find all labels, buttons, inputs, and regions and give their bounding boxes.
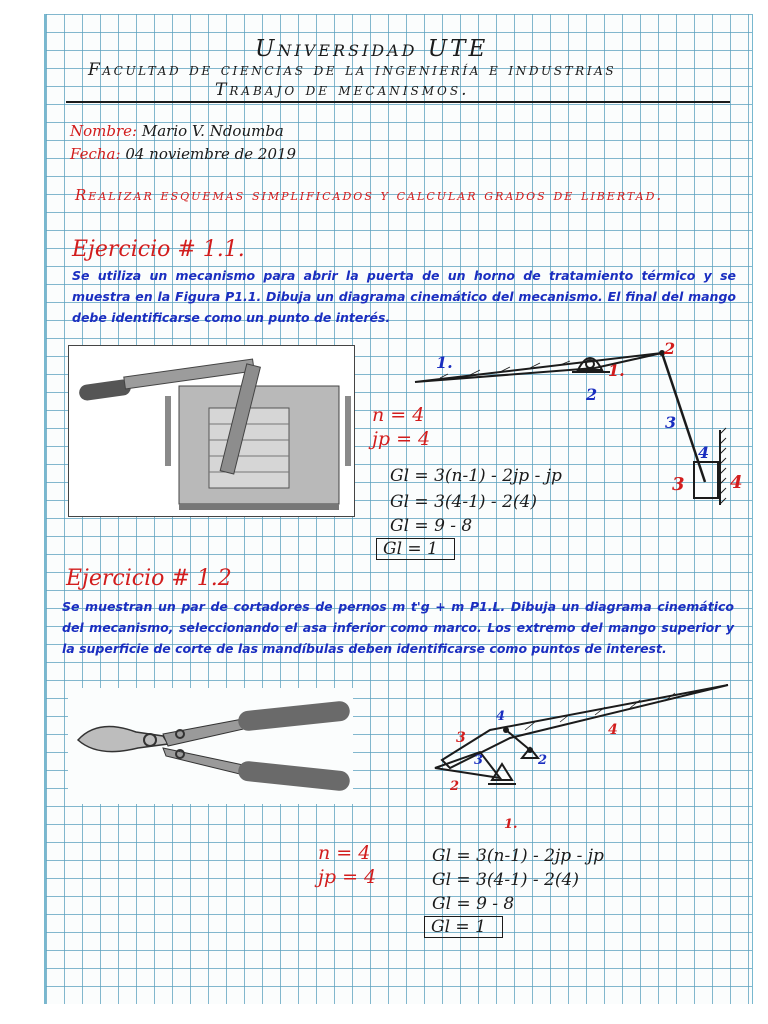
diag2-label-4b: 4 [496,709,506,724]
ex1-jp: jp = 4 [372,428,431,450]
name-label: Nombre: [70,122,138,140]
university-title: Universidad UTE [255,36,489,62]
diag1-label-3: 3 [665,413,677,432]
date-value: 04 noviembre de 2019 [125,145,297,163]
work-title: Trabajo de mecanismos. [215,80,470,100]
exercise-1-text: Se utiliza un mecanismo para abrir la puerta de un horno de tratamiento térmico y se muestra en la Figura P1.1. Dibuja un diagrama cinemático del mecanismo. El final del mango debe identificarse como un punto de interés. [72,268,736,325]
ex1-result: Gl = 1 [376,538,455,560]
ex2-n: n = 4 [318,842,371,864]
bolt-cutter-photo [68,688,353,804]
diag1-label-4: 4 [698,443,710,462]
exercise-2-text: Se muestran un par de cortadores de pernos m t'g + m P1.L. Dibuja un diagrama cinemático del mecanismo, seleccionando el asa inferior como marco. Los extremo del mango superior y la superficie de corte de las mandíbulas deben identificarse como puntos de interest. [62,599,734,656]
oven-mechanism-photo [68,345,355,517]
ex2-result: Gl = 1 [424,916,503,938]
ex1-eq1: Gl = 3(n-1) - 2jp - jp [390,466,562,486]
date-row [70,145,296,163]
diag1-label-1r: 1. [608,361,625,380]
exercise-2-kinematic-diagram [430,660,740,840]
diag2-label-3b: 3 [474,753,484,768]
diag2-label-1r: 1. [504,817,518,832]
diag1-label-3r: 3 [672,474,685,495]
diag2-label-3r: 3 [456,730,466,746]
diag2-label-2b: 2 [538,753,548,768]
ex1-n: n = 4 [372,404,425,426]
name-row [70,122,284,140]
ex1-eq3: Gl = 9 - 8 [390,516,473,536]
ex2-eq3: Gl = 9 - 8 [432,894,515,914]
diag2-label-2r: 2 [450,779,460,794]
header-underline [66,101,730,103]
faculty-title: Facultad de ciencias de la ingeniería e industrias [88,60,617,80]
date-label: Fecha: [70,145,121,163]
ex2-eq1: Gl = 3(n-1) - 2jp - jp [432,846,604,866]
diag1-label-4r: 4 [730,472,743,493]
ex1-eq2: Gl = 3(4-1) - 2(4) [390,492,537,512]
diag1-label-2r: 2 [664,339,676,358]
exercise-2-title: Ejercicio # 1.2 [66,566,232,591]
diag1-label-2: 2 [586,385,598,404]
ex2-jp: jp = 4 [318,866,377,888]
diag2-label-4r: 4 [608,722,618,738]
exercise-1-title: Ejercicio # 1.1. [72,237,245,262]
name-value: Mario V. Ndoumba [141,122,284,140]
ex2-eq2: Gl = 3(4-1) - 2(4) [432,870,579,890]
diag1-label-1: 1. [436,353,453,372]
assignment-text: Realizar esquemas simplificados y calcular grados de libertad. [75,186,664,204]
